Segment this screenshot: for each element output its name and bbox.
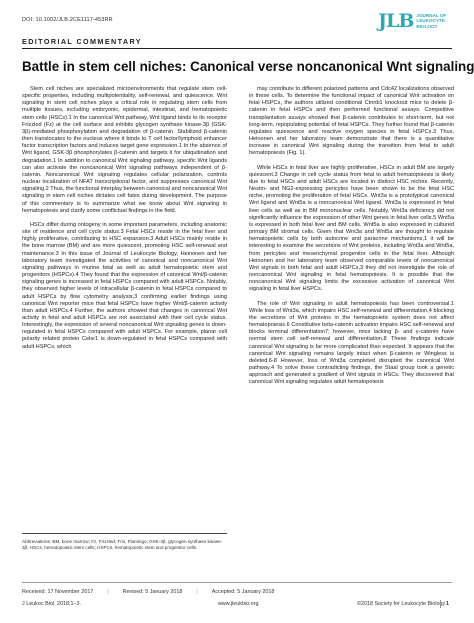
right-column	[249, 86, 454, 387]
journal-citation: J Leukoc Biol. 2018;1–3.	[22, 601, 82, 607]
paragraph: HSCs differ during ontogeny in some important parameters, including anatomic site of residence and cell cycle status.3 Fetal HSCs reside in the fetal liver and highly proliferative, contributing to HSC expansion.3 Adult HSCs mainly reside in the bone marrow (BM) and are more quiescent, promoting HSC self-renewal and maintenance.3 In this issue of Journal of Leukocyte Biology, Heinonen and her laboratory team investigated the activities of canonical and noncanonical Wnt signaling pathways in murine fetal as well as adult hematopoietic stem and progenitors (HSPCs).4 They found that the expression of canonical Wnt/β-catenin signaling genes is increased in fetal HSPCs compared with adult HSPCs. Notably, they observed higher levels of intracellular β-catenin in fetal HSPCs compared to adult HSPCs by flow cytometry analysis,3 confirming earlier findings using canonical Wnt reporter mice that fetal HSPCs have higher Wnt/β-catenin activity than adult HSPCs.4 Further, the authors showed that changes in canonical Wnt activity in fetal and adult HSPCs are not associated with their cell cycle status. Interestingly, the expression of several noncanonical Wnt signaling genes is down-regulated in fetal HSPCs compared with adult HSPCs. For example, planar cell polarity related protein Celsr1 is down-regulated in fetal HSPCs compared with adult HSPCs, which	[22, 221, 227, 350]
revised-date: Revised: 5 January 2018	[122, 589, 183, 595]
paragraph: may contribute to different polarized patterns and Cdc42 localizations observed in these cells. To determine the functional impact of canonical Wnt activation on fetal HSPCs, the authors utilized conditional Ctnnb1 knockout mice to delete β-catenin in fetal HSPCs and then performed functional assays. Competitive transplantation assays showed that β-catenin contributes to short-term, but not long-term, repopulating potential of fetal HSPCs. They further found that β-catenin regulates quiescence and reactive oxygen species in fetal HSPCs.3 Thus, Heinonen and her laboratory team demonstrate that there is a quantitative increase in canonical Wnt signaling during the transition from fetal to adult hematopoiesis (Fig. 1).	[249, 86, 454, 157]
footer-separator	[440, 600, 441, 608]
logo-mark: JLB	[378, 9, 414, 32]
paragraph: The role of Wnt signaling in adult hematopoiesis has been controversial.1 While loss of Wnt3a, which impairs HSC self-renewal and differentiation,4 blocking the secretions of Wnt proteins in the hematopoietic system does not affect hematopoiesis.6 Constitutive beta-catenin activation impairs HSC self-renewal and blocks terminal differentiation7; however, mice lacking β- and γ-catenin have normal stem cell self-renewal and differentiation.8 These findings indicate canonical Wnt signaling is far more complicated than expected. It appears that the canonical Wnt signaling remains largely intact when β-catenin or Wingless is deleted.6-8 However, loss of Wnt3a completed disrupted the canonical Wnt pathway.4 To solve these contradicting findings, the Staal group took a genetic approach and generated a gradient of Wnt signals in HSCs. They discovered that canonical Wnt signaling regulates adult hematopoiesis	[249, 300, 454, 386]
accepted-date: Accepted: 5 January 2018	[211, 589, 275, 595]
journal-website-link[interactable]: www.jleukbio.org	[218, 601, 259, 607]
date-separator: |	[107, 589, 109, 595]
page-number: 1	[446, 601, 449, 607]
article-dates	[22, 589, 452, 595]
logo-line-3: BIOLOGY	[416, 23, 438, 29]
paragraph: While HSCs in fetal liver are highly proliferative, HSCs in adult BM are largely quiescent.3 Change in cell cycle status from fetal to adult hematopoiesis is likely due to fetal HSCs and adult HSCs are located in distinct HSC niches. Recently, Nestin- and NG2-expressing pericytes have been shown to be the fetal HSC niche, promoting the proliferation of fetal HSCs. Wnt3a is a prototypical canonical Wnt ligand and Wnt5a is a noncanonical Wnt ligand. Wnt3a is expressed in fetal liver cells as well as in BM mononuclear cells. Notably, Wnt3a deficiency did not significantly influence the expression of other Wnt genes in fetal liver cells.5 Wnt5a is expressed in both fetal liver and BM cells. Wnt5a is also expressed in cultured primary BM stromal cells. Given that Wnt3a and Wnt5a are thought to regulate hematopoietic cells by both autocrine and paracrine mechanisms,1 it will be interesting to examine the secretions of Wnt proteins, including Wnt3a and Wnt5a, from pericytes and mesenchymal progenitor cells in the fetal liver. Although Heinonen and her laboratory team observed comparable levels of noncanonical Wnt signals in both fetal and adult HSPCs,3 they did not investigate the role of noncanonical Wnt signaling in fetal hematopoiesis. It is possible that the noncanonical Wnt signaling limits the excessive activation of canonical Wnt signaling in fetal liver HSPCs.	[249, 164, 454, 293]
received-date: Received: 17 November 2017	[22, 589, 94, 595]
copyright: ©2018 Society for Leukocyte Biology	[357, 601, 446, 607]
journal-logo	[378, 10, 460, 32]
section-label: EDITORIAL COMMENTARY	[22, 37, 142, 46]
logo-line-1: JOURNAL OF	[416, 13, 447, 19]
abbreviations-divider	[22, 533, 227, 534]
abbreviations: Abbreviations: BM, bone marrow; Fz, Frizzled; Fmi, Flamingo; GSK-3β, glycogen synthase kinase-3β; HSCs, hematopoietic stem cells; HSPCs, hematopoietic stem and progenitor cells.	[22, 539, 223, 550]
left-column	[22, 86, 227, 351]
logo-line-2: LEUKOCYTE	[416, 18, 445, 24]
header-divider	[22, 48, 452, 49]
doi: DOI: 10.1002/JLB.2CE1117-453RR	[22, 17, 113, 23]
article-title: Battle in stem cell niches: Canonical verse noncanonical Wnt signaling	[22, 59, 474, 74]
date-separator: |	[196, 589, 198, 595]
paragraph: Stem cell niches are specialized microenvironments that regulate stem cell-specific properties, including multipotentiality, self-renewal, and quiescence. Wnt signaling in stem cell niches plays a critical role in regulating stem cells from multiple tissues, including embryonic, epidermal, intestinal, and hematopoietic stem cells (HSCs).1 In the canonical Wnt pathway, Wnt ligand binds to its receptor Frizzled (Fz) at the cell surface and inhibits glycogen synthase kinase-3β (GSK-3β)-mediated phosphorylation and degradation of β-catenin. Stabilized β-catenin then translocates to the nucleus where it binds to T cell factor/lymphoid enhancer factor transcription factors and induces target gene expression.1 In the absence of Wnt ligand, GSK-3β phosphorylates β-catenin and targets it for ubiquitination and degradation.1 In addition to canonical Wnt signaling pathway, specific Wnt ligands can also activate the noncanonical Wnt signaling pathways independent of β-catenin. Noncanonical Wnt signaling regulates cellular polarization, controls nuclear localization of NFAT transcriptional factor, and suppresses canonical Wnt signaling.2 Thus, the functional interplay between canonical and noncanonical Wnt signaling in stem cell niches dictates cell fates during development. The purpose of this commentary is to summarize what we know about Wnt signaling in hematopoiesis and clarify some conflictual findings in the field.	[22, 86, 227, 214]
logo-text	[416, 13, 446, 29]
footer-divider	[22, 582, 452, 583]
